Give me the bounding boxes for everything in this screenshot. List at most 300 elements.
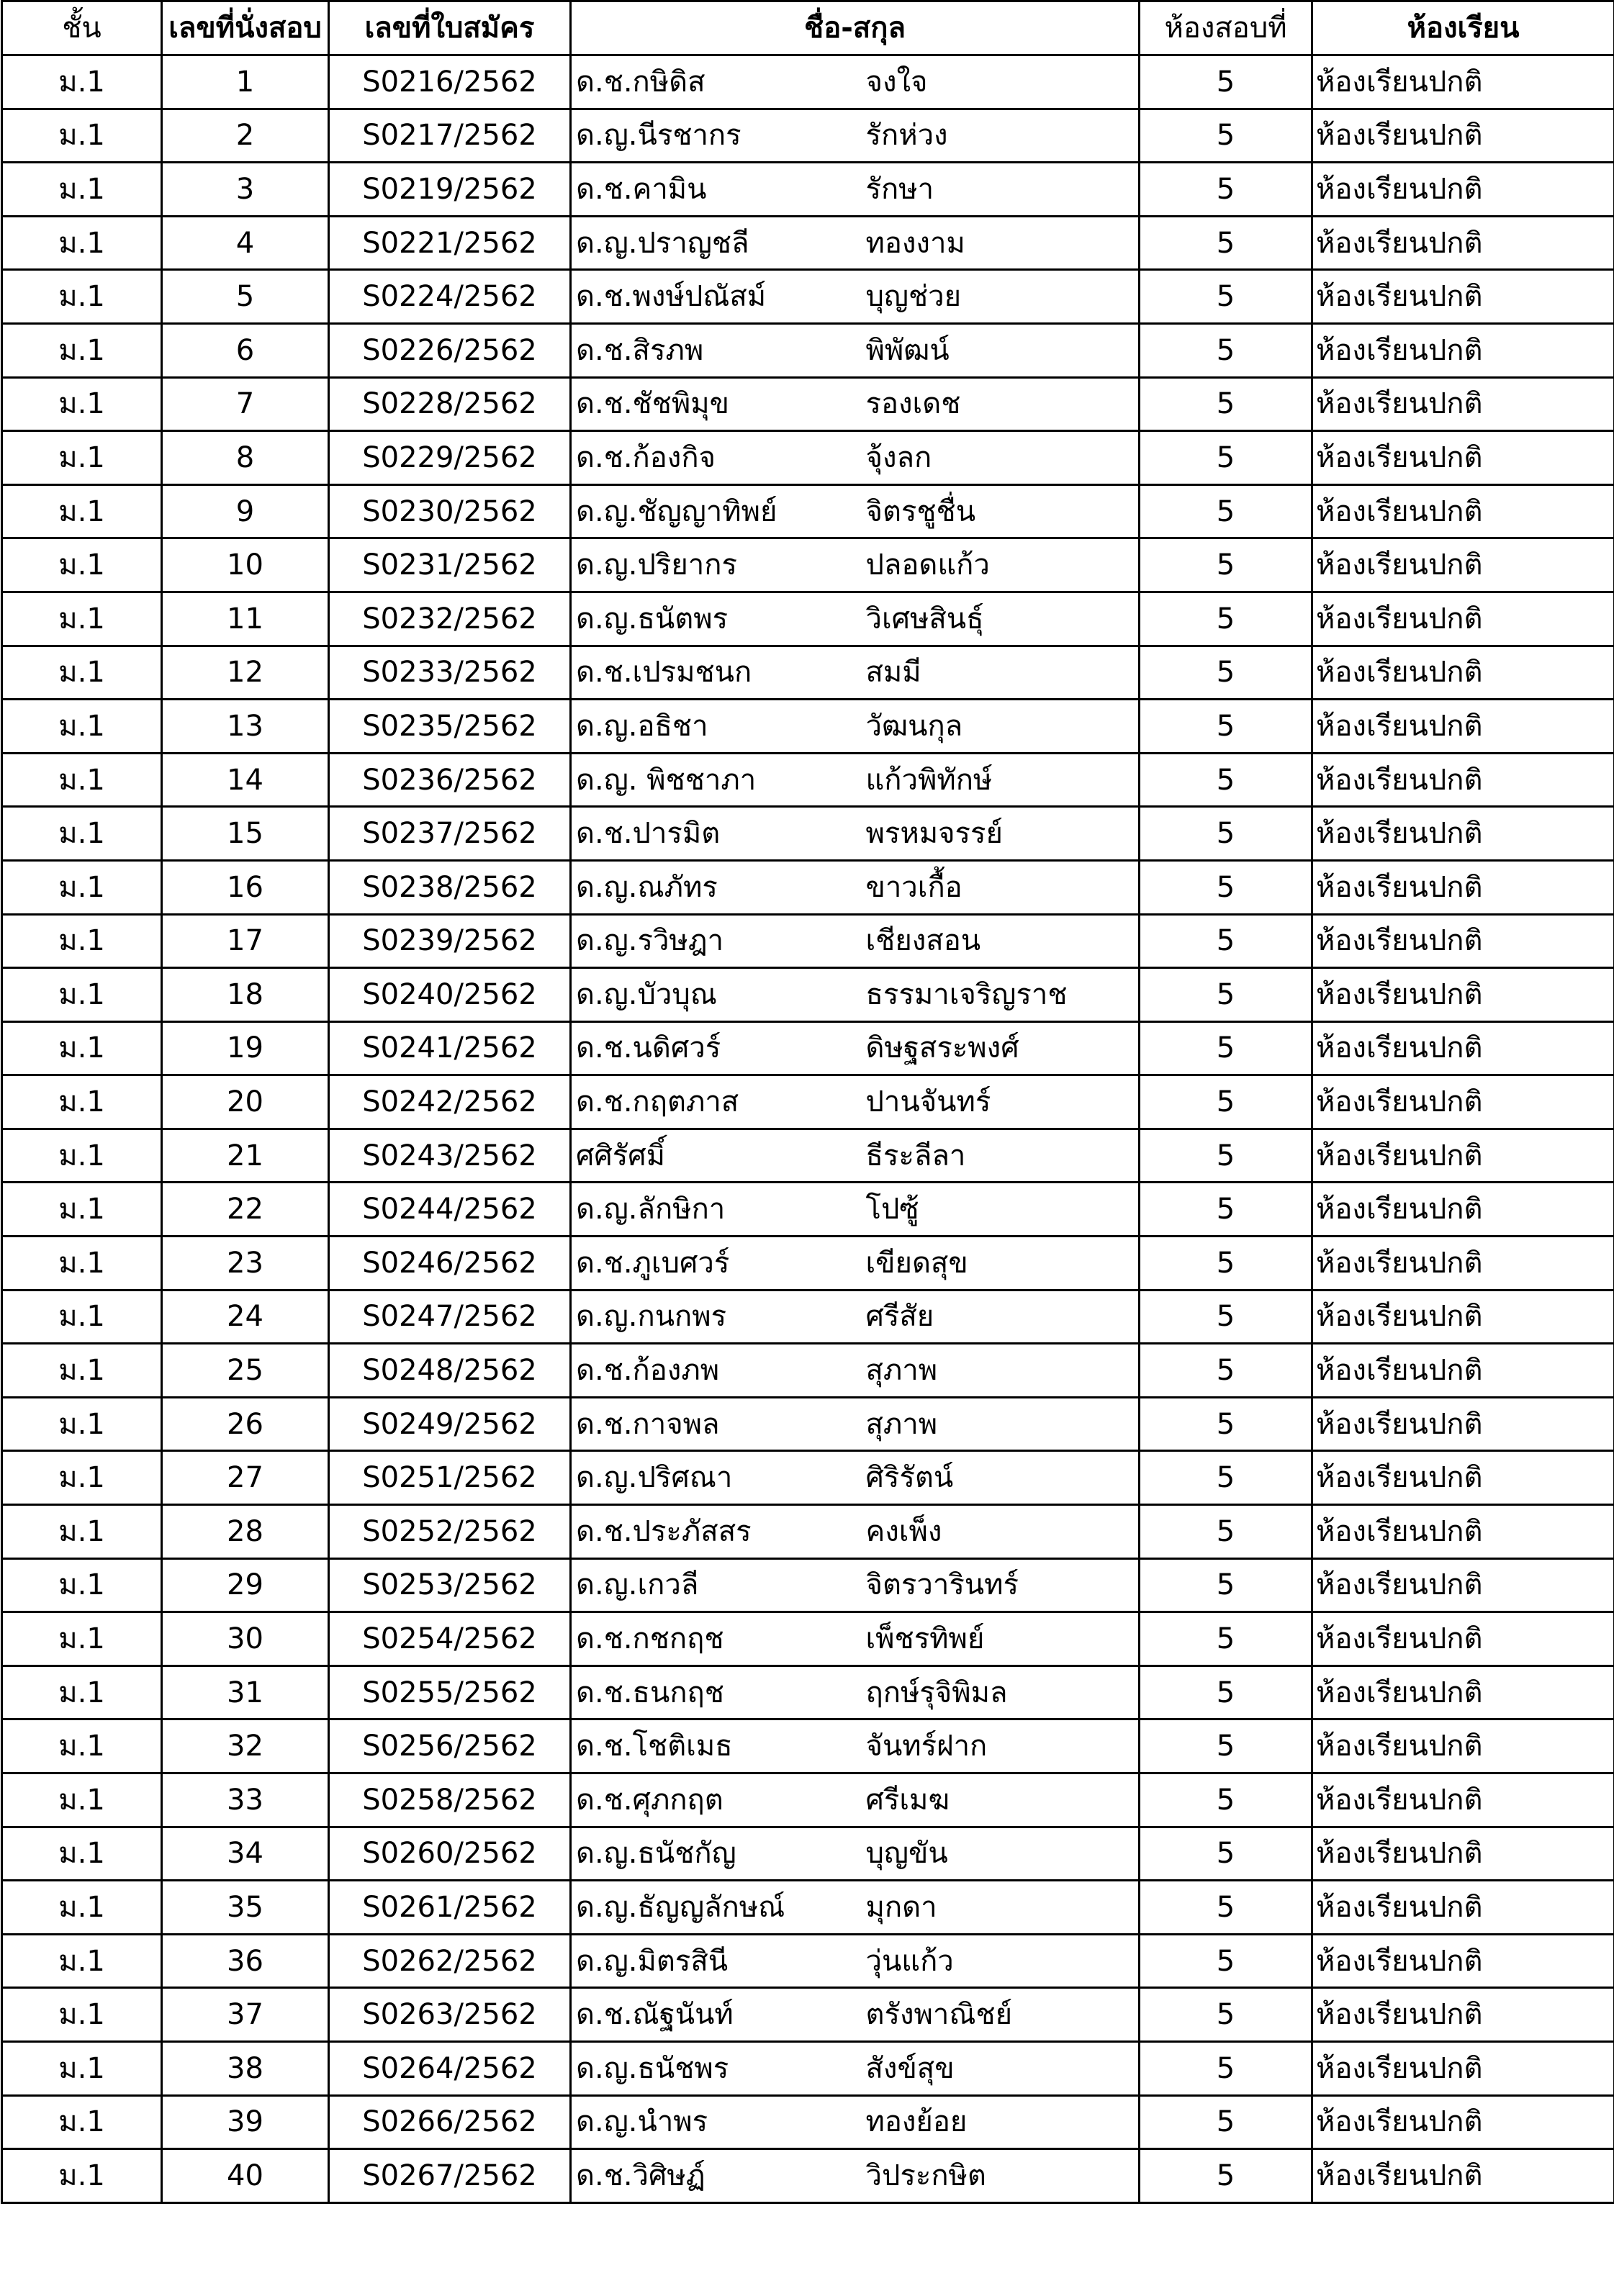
cell-first-name: ด.ช.ก้องภพ — [571, 1344, 866, 1398]
cell-last-name: วุ่นแก้ว — [866, 1934, 1140, 1988]
cell-classroom: ห้องเรียนปกติ — [1312, 163, 1614, 217]
cell-seat-no: 3 — [162, 163, 329, 217]
cell-last-name: วิประกษิต — [866, 2149, 1140, 2203]
cell-application-no: S0242/2562 — [329, 1075, 571, 1129]
cell-grade: ม.1 — [2, 1881, 162, 1935]
cell-first-name: ด.ช.วิศิษฏ์ — [571, 2149, 866, 2203]
cell-seat-no: 36 — [162, 1934, 329, 1988]
cell-exam-room: 5 — [1140, 646, 1312, 700]
cell-exam-room: 5 — [1140, 1237, 1312, 1291]
cell-application-no: S0267/2562 — [329, 2149, 571, 2203]
cell-classroom: ห้องเรียนปกติ — [1312, 1344, 1614, 1398]
cell-classroom: ห้องเรียนปกติ — [1312, 270, 1614, 324]
table-row — [2, 1344, 1614, 1398]
cell-exam-room: 5 — [1140, 2095, 1312, 2149]
table-row — [2, 1290, 1614, 1344]
cell-application-no: S0224/2562 — [329, 270, 571, 324]
cell-application-no: S0246/2562 — [329, 1237, 571, 1291]
cell-exam-room: 5 — [1140, 323, 1312, 377]
table-row — [2, 860, 1614, 914]
cell-grade: ม.1 — [2, 1183, 162, 1237]
cell-first-name: ด.ญ.ธัญญลักษณ์ — [571, 1881, 866, 1935]
cell-grade: ม.1 — [2, 753, 162, 807]
cell-grade: ม.1 — [2, 1827, 162, 1881]
cell-grade: ม.1 — [2, 1451, 162, 1505]
cell-last-name: สุภาพ — [866, 1344, 1140, 1398]
cell-exam-room: 5 — [1140, 2041, 1312, 2095]
cell-exam-room: 5 — [1140, 1827, 1312, 1881]
cell-last-name: สุภาพ — [866, 1397, 1140, 1451]
cell-exam-room: 5 — [1140, 700, 1312, 754]
cell-last-name: จิตรวารินทร์ — [866, 1558, 1140, 1612]
cell-grade: ม.1 — [2, 431, 162, 485]
cell-last-name: รองเดช — [866, 377, 1140, 431]
table-row — [2, 2149, 1614, 2203]
cell-first-name: ด.ญ.อธิชา — [571, 700, 866, 754]
cell-first-name: ด.ช.กาจพล — [571, 1397, 866, 1451]
cell-first-name: ด.ญ.ธนัชกัญ — [571, 1827, 866, 1881]
table-row — [2, 1451, 1614, 1505]
table-row — [2, 216, 1614, 270]
cell-first-name: ด.ญ.ปริยากร — [571, 538, 866, 592]
cell-seat-no: 38 — [162, 2041, 329, 2095]
cell-last-name: สมมี — [866, 646, 1140, 700]
cell-exam-room: 5 — [1140, 1183, 1312, 1237]
cell-last-name: เพ็ชรทิพย์ — [866, 1612, 1140, 1666]
cell-last-name: ศรีสัย — [866, 1290, 1140, 1344]
cell-grade: ม.1 — [2, 323, 162, 377]
cell-exam-room: 5 — [1140, 1290, 1312, 1344]
cell-last-name: โปซู้ — [866, 1183, 1140, 1237]
table-row — [2, 807, 1614, 861]
cell-classroom: ห้องเรียนปกติ — [1312, 2095, 1614, 2149]
cell-seat-no: 31 — [162, 1665, 329, 1719]
cell-application-no: S0266/2562 — [329, 2095, 571, 2149]
cell-first-name: ด.ญ.ปริศณา — [571, 1451, 866, 1505]
cell-grade: ม.1 — [2, 1558, 162, 1612]
cell-classroom: ห้องเรียนปกติ — [1312, 216, 1614, 270]
cell-first-name: ด.ญ.เกวลี — [571, 1558, 866, 1612]
cell-last-name: รักห่วง — [866, 109, 1140, 163]
cell-application-no: S0240/2562 — [329, 968, 571, 1022]
cell-grade: ม.1 — [2, 2149, 162, 2203]
cell-classroom: ห้องเรียนปกติ — [1312, 1612, 1614, 1666]
table-row — [2, 592, 1614, 646]
cell-seat-no: 7 — [162, 377, 329, 431]
cell-last-name: ทองงาม — [866, 216, 1140, 270]
cell-last-name: ขาวเกื้อ — [866, 860, 1140, 914]
cell-exam-room: 5 — [1140, 1397, 1312, 1451]
cell-classroom: ห้องเรียนปกติ — [1312, 431, 1614, 485]
table-row — [2, 1934, 1614, 1988]
cell-last-name: วัฒนกุล — [866, 700, 1140, 754]
table-row — [2, 753, 1614, 807]
cell-application-no: S0237/2562 — [329, 807, 571, 861]
cell-classroom: ห้องเรียนปกติ — [1312, 1075, 1614, 1129]
cell-seat-no: 16 — [162, 860, 329, 914]
header-row — [2, 1, 1614, 55]
cell-grade: ม.1 — [2, 377, 162, 431]
cell-seat-no: 14 — [162, 753, 329, 807]
cell-application-no: S0231/2562 — [329, 538, 571, 592]
cell-classroom: ห้องเรียนปกติ — [1312, 968, 1614, 1022]
cell-grade: ม.1 — [2, 216, 162, 270]
table-row — [2, 1505, 1614, 1559]
cell-classroom: ห้องเรียนปกติ — [1312, 55, 1614, 109]
cell-last-name: จงใจ — [866, 55, 1140, 109]
cell-grade: ม.1 — [2, 1988, 162, 2042]
cell-grade: ม.1 — [2, 1129, 162, 1183]
cell-exam-room: 5 — [1140, 968, 1312, 1022]
cell-last-name: ทองย้อย — [866, 2095, 1140, 2149]
cell-grade: ม.1 — [2, 1505, 162, 1559]
cell-application-no: S0249/2562 — [329, 1397, 571, 1451]
cell-classroom: ห้องเรียนปกติ — [1312, 1719, 1614, 1773]
cell-grade: ม.1 — [2, 1290, 162, 1344]
cell-classroom: ห้องเรียนปกติ — [1312, 1505, 1614, 1559]
cell-first-name: ด.ญ.บัวบุณ — [571, 968, 866, 1022]
table-row — [2, 431, 1614, 485]
table-row — [2, 323, 1614, 377]
header-full-name: ชื่อ-สกุล — [571, 1, 1140, 55]
table-row — [2, 163, 1614, 217]
cell-application-no: S0219/2562 — [329, 163, 571, 217]
cell-last-name: รักษา — [866, 163, 1140, 217]
cell-last-name: ดิษฐสระพงศ์ — [866, 1021, 1140, 1075]
cell-seat-no: 34 — [162, 1827, 329, 1881]
cell-application-no: S0251/2562 — [329, 1451, 571, 1505]
cell-classroom: ห้องเรียนปกติ — [1312, 592, 1614, 646]
cell-last-name: จุ้งลก — [866, 431, 1140, 485]
cell-last-name: มุกดา — [866, 1881, 1140, 1935]
cell-seat-no: 25 — [162, 1344, 329, 1398]
cell-application-no: S0248/2562 — [329, 1344, 571, 1398]
cell-seat-no: 1 — [162, 55, 329, 109]
cell-application-no: S0244/2562 — [329, 1183, 571, 1237]
cell-first-name: ด.ญ.ธนัชพร — [571, 2041, 866, 2095]
cell-application-no: S0238/2562 — [329, 860, 571, 914]
cell-first-name: ด.ช.คามิน — [571, 163, 866, 217]
cell-exam-room: 5 — [1140, 1505, 1312, 1559]
cell-grade: ม.1 — [2, 860, 162, 914]
cell-application-no: S0260/2562 — [329, 1827, 571, 1881]
cell-application-no: S0241/2562 — [329, 1021, 571, 1075]
cell-seat-no: 5 — [162, 270, 329, 324]
cell-last-name: จิตรชูชื่น — [866, 484, 1140, 538]
cell-first-name: ศศิรัศมิ์ — [571, 1129, 866, 1183]
cell-seat-no: 23 — [162, 1237, 329, 1291]
cell-grade: ม.1 — [2, 700, 162, 754]
cell-classroom: ห้องเรียนปกติ — [1312, 753, 1614, 807]
table-row — [2, 109, 1614, 163]
cell-first-name: ด.ช.กฤตภาส — [571, 1075, 866, 1129]
cell-exam-room: 5 — [1140, 2149, 1312, 2203]
cell-first-name: ด.ช.ปารมิต — [571, 807, 866, 861]
cell-last-name: เขียดสุข — [866, 1237, 1140, 1291]
cell-last-name: ตรังพาณิชย์ — [866, 1988, 1140, 2042]
table-row — [2, 700, 1614, 754]
cell-grade: ม.1 — [2, 2041, 162, 2095]
cell-seat-no: 12 — [162, 646, 329, 700]
cell-application-no: S0262/2562 — [329, 1934, 571, 1988]
cell-seat-no: 15 — [162, 807, 329, 861]
cell-classroom: ห้องเรียนปกติ — [1312, 1988, 1614, 2042]
cell-seat-no: 9 — [162, 484, 329, 538]
cell-grade: ม.1 — [2, 163, 162, 217]
cell-seat-no: 19 — [162, 1021, 329, 1075]
cell-classroom: ห้องเรียนปกติ — [1312, 1129, 1614, 1183]
header-seat-no: เลขที่นั่งสอบ — [162, 1, 329, 55]
exam-seating-table — [1, 0, 1614, 2204]
cell-classroom: ห้องเรียนปกติ — [1312, 1021, 1614, 1075]
cell-exam-room: 5 — [1140, 1075, 1312, 1129]
table-row — [2, 538, 1614, 592]
cell-first-name: ด.ญ.รวิษฎา — [571, 914, 866, 968]
cell-exam-room: 5 — [1140, 1021, 1312, 1075]
cell-first-name: ด.ญ.นำพร — [571, 2095, 866, 2149]
cell-exam-room: 5 — [1140, 807, 1312, 861]
cell-exam-room: 5 — [1140, 431, 1312, 485]
cell-last-name: ธรรมาเจริญราช — [866, 968, 1140, 1022]
cell-grade: ม.1 — [2, 2095, 162, 2149]
cell-first-name: ด.ญ.ลักษิกา — [571, 1183, 866, 1237]
cell-grade: ม.1 — [2, 1773, 162, 1827]
cell-classroom: ห้องเรียนปกติ — [1312, 1827, 1614, 1881]
table-row — [2, 1129, 1614, 1183]
cell-seat-no: 27 — [162, 1451, 329, 1505]
cell-exam-room: 5 — [1140, 914, 1312, 968]
cell-seat-no: 32 — [162, 1719, 329, 1773]
table-row — [2, 377, 1614, 431]
table-row — [2, 1827, 1614, 1881]
header-exam-room: ห้องสอบที่ — [1140, 1, 1312, 55]
table-row — [2, 1988, 1614, 2042]
table-row — [2, 1183, 1614, 1237]
cell-exam-room: 5 — [1140, 484, 1312, 538]
cell-last-name: ปลอดแก้ว — [866, 538, 1140, 592]
table-body — [2, 55, 1614, 2203]
cell-classroom: ห้องเรียนปกติ — [1312, 1183, 1614, 1237]
cell-exam-room: 5 — [1140, 270, 1312, 324]
cell-last-name: ธีระลีลา — [866, 1129, 1140, 1183]
cell-seat-no: 11 — [162, 592, 329, 646]
cell-seat-no: 17 — [162, 914, 329, 968]
cell-first-name: ด.ญ.นีรชากร — [571, 109, 866, 163]
header-grade: ชั้น — [2, 1, 162, 55]
cell-grade: ม.1 — [2, 1934, 162, 1988]
cell-seat-no: 24 — [162, 1290, 329, 1344]
cell-application-no: S0235/2562 — [329, 700, 571, 754]
cell-last-name: พรหมจรรย์ — [866, 807, 1140, 861]
cell-first-name: ด.ช.พงษ์ปณัสม์ — [571, 270, 866, 324]
cell-application-no: S0253/2562 — [329, 1558, 571, 1612]
cell-classroom: ห้องเรียนปกติ — [1312, 377, 1614, 431]
table-row — [2, 1558, 1614, 1612]
cell-application-no: S0228/2562 — [329, 377, 571, 431]
cell-grade: ม.1 — [2, 968, 162, 1022]
cell-grade: ม.1 — [2, 1021, 162, 1075]
cell-grade: ม.1 — [2, 1665, 162, 1719]
cell-exam-room: 5 — [1140, 109, 1312, 163]
cell-application-no: S0256/2562 — [329, 1719, 571, 1773]
table-row — [2, 1612, 1614, 1666]
cell-classroom: ห้องเรียนปกติ — [1312, 1934, 1614, 1988]
cell-classroom: ห้องเรียนปกติ — [1312, 1290, 1614, 1344]
table-row — [2, 1237, 1614, 1291]
cell-application-no: S0243/2562 — [329, 1129, 571, 1183]
cell-exam-room: 5 — [1140, 216, 1312, 270]
cell-seat-no: 35 — [162, 1881, 329, 1935]
cell-seat-no: 18 — [162, 968, 329, 1022]
cell-classroom: ห้องเรียนปกติ — [1312, 109, 1614, 163]
table-row — [2, 55, 1614, 109]
cell-grade: ม.1 — [2, 1719, 162, 1773]
cell-application-no: S0233/2562 — [329, 646, 571, 700]
cell-classroom: ห้องเรียนปกติ — [1312, 1558, 1614, 1612]
cell-classroom: ห้องเรียนปกติ — [1312, 1665, 1614, 1719]
cell-first-name: ด.ช.ก้องกิจ — [571, 431, 866, 485]
cell-grade: ม.1 — [2, 646, 162, 700]
cell-first-name: ด.ญ. พิชชาภา — [571, 753, 866, 807]
cell-last-name: เชียงสอน — [866, 914, 1140, 968]
cell-last-name: บุญช่วย — [866, 270, 1140, 324]
cell-grade: ม.1 — [2, 914, 162, 968]
cell-grade: ม.1 — [2, 109, 162, 163]
table-row — [2, 968, 1614, 1022]
cell-first-name: ด.ญ.ชัญญาทิพย์ — [571, 484, 866, 538]
cell-seat-no: 6 — [162, 323, 329, 377]
cell-seat-no: 26 — [162, 1397, 329, 1451]
cell-application-no: S0229/2562 — [329, 431, 571, 485]
cell-seat-no: 22 — [162, 1183, 329, 1237]
cell-application-no: S0258/2562 — [329, 1773, 571, 1827]
cell-grade: ม.1 — [2, 807, 162, 861]
cell-exam-room: 5 — [1140, 1344, 1312, 1398]
cell-first-name: ด.ญ.มิตรสินี — [571, 1934, 866, 1988]
cell-application-no: S0264/2562 — [329, 2041, 571, 2095]
cell-classroom: ห้องเรียนปกติ — [1312, 700, 1614, 754]
cell-first-name: ด.ช.ณัฐนันท์ — [571, 1988, 866, 2042]
cell-exam-room: 5 — [1140, 1665, 1312, 1719]
cell-application-no: S0252/2562 — [329, 1505, 571, 1559]
cell-grade: ม.1 — [2, 484, 162, 538]
cell-grade: ม.1 — [2, 1237, 162, 1291]
cell-classroom: ห้องเรียนปกติ — [1312, 807, 1614, 861]
cell-exam-room: 5 — [1140, 1881, 1312, 1935]
cell-exam-room: 5 — [1140, 860, 1312, 914]
cell-grade: ม.1 — [2, 538, 162, 592]
cell-exam-room: 5 — [1140, 1988, 1312, 2042]
cell-classroom: ห้องเรียนปกติ — [1312, 538, 1614, 592]
cell-application-no: S0254/2562 — [329, 1612, 571, 1666]
cell-first-name: ด.ญ.กนกพร — [571, 1290, 866, 1344]
cell-seat-no: 21 — [162, 1129, 329, 1183]
cell-last-name: บุญขัน — [866, 1827, 1140, 1881]
cell-exam-room: 5 — [1140, 538, 1312, 592]
table-row — [2, 1881, 1614, 1935]
cell-seat-no: 33 — [162, 1773, 329, 1827]
cell-exam-room: 5 — [1140, 1558, 1312, 1612]
cell-first-name: ด.ช.กษิดิส — [571, 55, 866, 109]
cell-last-name: วิเศษสินธุ์ — [866, 592, 1140, 646]
table-row — [2, 646, 1614, 700]
cell-grade: ม.1 — [2, 1397, 162, 1451]
cell-exam-room: 5 — [1140, 753, 1312, 807]
cell-grade: ม.1 — [2, 1075, 162, 1129]
cell-classroom: ห้องเรียนปกติ — [1312, 1881, 1614, 1935]
cell-grade: ม.1 — [2, 592, 162, 646]
cell-grade: ม.1 — [2, 1612, 162, 1666]
cell-first-name: ด.ญ.ณภัทร — [571, 860, 866, 914]
cell-exam-room: 5 — [1140, 592, 1312, 646]
cell-exam-room: 5 — [1140, 1612, 1312, 1666]
cell-exam-room: 5 — [1140, 1773, 1312, 1827]
cell-last-name: ปานจันทร์ — [866, 1075, 1140, 1129]
cell-last-name: ศิริรัตน์ — [866, 1451, 1140, 1505]
cell-classroom: ห้องเรียนปกติ — [1312, 1451, 1614, 1505]
table-row — [2, 1719, 1614, 1773]
table-row — [2, 914, 1614, 968]
cell-first-name: ด.ช.เปรมชนก — [571, 646, 866, 700]
table-row — [2, 1021, 1614, 1075]
cell-application-no: S0263/2562 — [329, 1988, 571, 2042]
cell-exam-room: 5 — [1140, 1934, 1312, 1988]
cell-first-name: ด.ช.นดิศวร์ — [571, 1021, 866, 1075]
cell-application-no: S0261/2562 — [329, 1881, 571, 1935]
cell-last-name: สังข์สุข — [866, 2041, 1140, 2095]
cell-last-name: ฤกษ์รุจิพิมล — [866, 1665, 1140, 1719]
header-classroom: ห้องเรียน — [1312, 1, 1614, 55]
cell-grade: ม.1 — [2, 1344, 162, 1398]
header-application-no: เลขที่ใบสมัคร — [329, 1, 571, 55]
table-row — [2, 1773, 1614, 1827]
table-row — [2, 2041, 1614, 2095]
cell-classroom: ห้องเรียนปกติ — [1312, 1397, 1614, 1451]
cell-seat-no: 37 — [162, 1988, 329, 2042]
table-row — [2, 1397, 1614, 1451]
cell-seat-no: 30 — [162, 1612, 329, 1666]
cell-classroom: ห้องเรียนปกติ — [1312, 1237, 1614, 1291]
cell-seat-no: 10 — [162, 538, 329, 592]
cell-classroom: ห้องเรียนปกติ — [1312, 646, 1614, 700]
cell-classroom: ห้องเรียนปกติ — [1312, 323, 1614, 377]
cell-exam-room: 5 — [1140, 1719, 1312, 1773]
cell-seat-no: 40 — [162, 2149, 329, 2203]
cell-application-no: S0239/2562 — [329, 914, 571, 968]
cell-seat-no: 20 — [162, 1075, 329, 1129]
cell-application-no: S0217/2562 — [329, 109, 571, 163]
cell-exam-room: 5 — [1140, 377, 1312, 431]
cell-first-name: ด.ช.ชัชพิมุข — [571, 377, 866, 431]
cell-application-no: S0236/2562 — [329, 753, 571, 807]
cell-seat-no: 28 — [162, 1505, 329, 1559]
cell-application-no: S0221/2562 — [329, 216, 571, 270]
cell-classroom: ห้องเรียนปกติ — [1312, 2149, 1614, 2203]
cell-application-no: S0216/2562 — [329, 55, 571, 109]
cell-grade: ม.1 — [2, 55, 162, 109]
cell-grade: ม.1 — [2, 270, 162, 324]
cell-classroom: ห้องเรียนปกติ — [1312, 1773, 1614, 1827]
cell-first-name: ด.ช.กชกฤช — [571, 1612, 866, 1666]
cell-classroom: ห้องเรียนปกติ — [1312, 860, 1614, 914]
cell-seat-no: 29 — [162, 1558, 329, 1612]
cell-exam-room: 5 — [1140, 55, 1312, 109]
cell-application-no: S0255/2562 — [329, 1665, 571, 1719]
cell-application-no: S0230/2562 — [329, 484, 571, 538]
cell-exam-room: 5 — [1140, 1129, 1312, 1183]
table-row — [2, 1665, 1614, 1719]
table-row — [2, 484, 1614, 538]
